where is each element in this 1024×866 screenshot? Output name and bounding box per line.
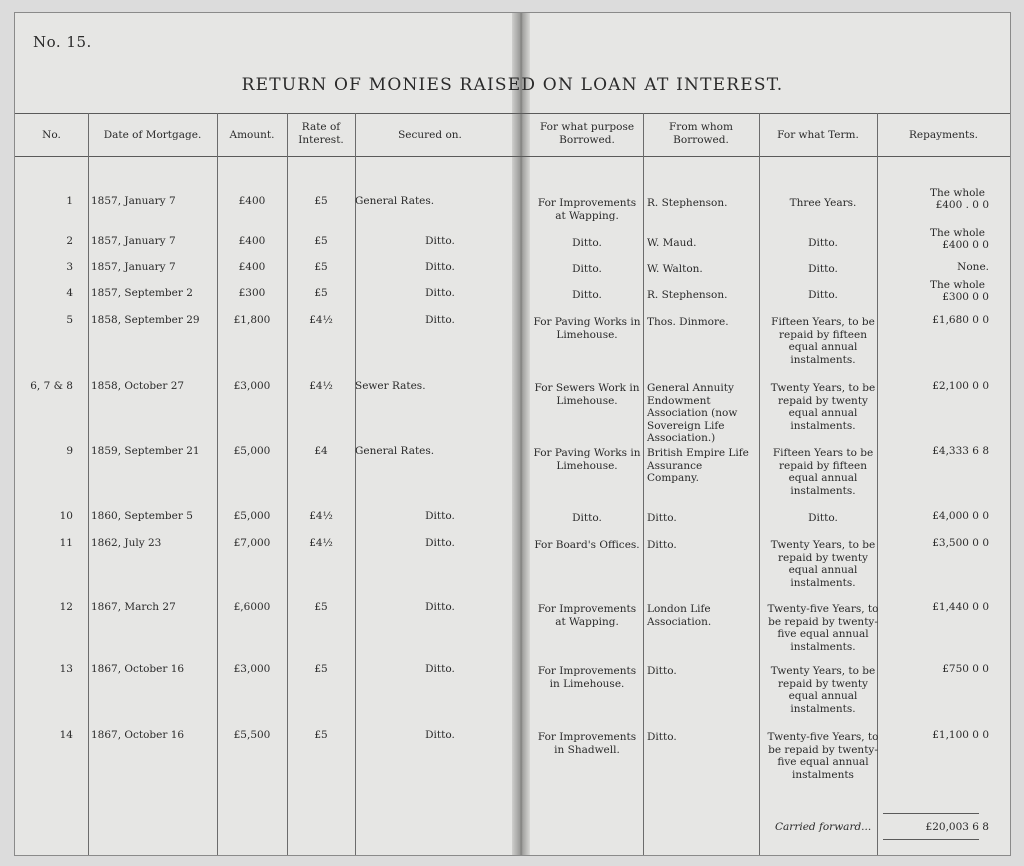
cell-term: Ditto. bbox=[808, 512, 838, 524]
column-divider bbox=[88, 113, 89, 855]
cell-amount: £7,000 bbox=[233, 537, 271, 549]
cell-from: W. Maud. bbox=[647, 237, 697, 249]
cell-no: 4 bbox=[66, 287, 73, 299]
cell-purpose: For Board's Offices. bbox=[534, 539, 640, 551]
cell-repay1: The whole bbox=[930, 227, 985, 239]
header-amount: Amount. bbox=[229, 129, 275, 141]
cell-no: 11 bbox=[59, 537, 73, 549]
cell-rate: £4½ bbox=[309, 380, 333, 392]
cell-secured: Ditto. bbox=[425, 261, 455, 273]
cell-amount: £5,000 bbox=[233, 510, 271, 522]
cell-purpose: For Improvements at Wapping. bbox=[537, 603, 637, 628]
cell-purpose: For Paving Works in Limehouse. bbox=[533, 316, 641, 341]
cell-rate: £4½ bbox=[309, 314, 333, 326]
header-from: From whom Borrowed. bbox=[669, 121, 733, 146]
cell-date: 1857, January 7 bbox=[91, 261, 176, 273]
cell-date: 1867, October 16 bbox=[91, 729, 185, 741]
cell-term: Ditto. bbox=[808, 263, 838, 275]
cell-from: Ditto. bbox=[647, 665, 677, 677]
cell-rate: £5 bbox=[314, 601, 328, 613]
cell-from: Thos. Dinmore. bbox=[647, 316, 729, 328]
cell-term: Twenty-five Years, to be repaid by twenty-five equal annual instalments bbox=[767, 731, 879, 781]
total-rule-bottom bbox=[883, 839, 979, 840]
cell-rate: £5 bbox=[314, 235, 328, 247]
cell-from: General Annuity Endowment Association (now Sovereign Life Association.) bbox=[647, 382, 738, 444]
document-page bbox=[14, 12, 1011, 856]
column-divider bbox=[759, 113, 760, 855]
cell-secured: Ditto. bbox=[425, 663, 455, 675]
cell-purpose: Ditto. bbox=[572, 289, 602, 301]
cell-date: 1867, March 27 bbox=[91, 601, 176, 613]
cell-from: British Empire Life Assurance Company. bbox=[647, 447, 749, 484]
cell-repay2: £2,100 0 0 bbox=[932, 380, 989, 392]
cell-purpose: For Sewers Work in Limehouse. bbox=[534, 382, 640, 407]
header-term: For what Term. bbox=[777, 129, 859, 141]
cell-no: 13 bbox=[59, 663, 73, 675]
header-date: Date of Mortgage. bbox=[103, 129, 202, 141]
page-title: RETURN OF MONIES RAISED ON LOAN AT INTEREST. bbox=[241, 75, 784, 95]
cell-from: Ditto. bbox=[647, 731, 677, 743]
cell-repay2: £1,100 0 0 bbox=[932, 729, 989, 741]
cell-rate: £4½ bbox=[309, 510, 333, 522]
cell-from: W. Walton. bbox=[647, 263, 703, 275]
cell-secured: Ditto. bbox=[425, 287, 455, 299]
cell-term: Three Years. bbox=[789, 197, 857, 209]
cell-from: Ditto. bbox=[647, 512, 677, 524]
cell-amount: £,6000 bbox=[233, 601, 271, 613]
document-number: No. 15. bbox=[33, 33, 92, 51]
cell-no: 2 bbox=[66, 235, 73, 247]
cell-date: 1857, January 7 bbox=[91, 235, 176, 247]
cell-repay2: £4,333 6 8 bbox=[932, 445, 989, 457]
cell-secured: General Rates. bbox=[355, 195, 435, 207]
carried-forward-label: Carried forward... bbox=[775, 821, 872, 833]
cell-secured: General Rates. bbox=[355, 445, 435, 457]
cell-amount: £3,000 bbox=[233, 663, 271, 675]
cell-repay2: £400 . 0 0 bbox=[935, 199, 989, 211]
cell-secured: Sewer Rates. bbox=[355, 380, 426, 392]
cell-date: 1857, September 2 bbox=[91, 287, 193, 299]
header-rule bbox=[15, 156, 1010, 157]
cell-rate: £5 bbox=[314, 261, 328, 273]
cell-purpose: For Improvements at Wapping. bbox=[537, 197, 637, 222]
cell-no: 1 bbox=[66, 195, 73, 207]
cell-secured: Ditto. bbox=[425, 314, 455, 326]
cell-repay2: £1,440 0 0 bbox=[932, 601, 989, 613]
cell-rate: £5 bbox=[314, 729, 328, 741]
cell-repay2: £750 0 0 bbox=[942, 663, 989, 675]
cell-amount: £1,800 bbox=[233, 314, 271, 326]
cell-purpose: Ditto. bbox=[572, 237, 602, 249]
cell-no: 10 bbox=[59, 510, 73, 522]
cell-rate: £5 bbox=[314, 663, 328, 675]
cell-purpose: For Paving Works in Limehouse. bbox=[533, 447, 641, 472]
cell-date: 1859, September 21 bbox=[91, 445, 200, 457]
header-rate: Rate of Interest. bbox=[298, 121, 344, 146]
cell-repay2: £400 0 0 bbox=[942, 239, 989, 251]
cell-amount: £5,500 bbox=[233, 729, 271, 741]
header-secured: Secured on. bbox=[398, 129, 462, 141]
cell-repay2: £4,000 0 0 bbox=[932, 510, 989, 522]
top-rule bbox=[15, 113, 1010, 114]
cell-term: Twenty Years, to be repaid by twenty equal annual instalments. bbox=[770, 665, 876, 715]
cell-term: Twenty Years, to be repaid by twenty equal annual instalments. bbox=[770, 539, 876, 589]
column-divider bbox=[355, 113, 356, 855]
cell-rate: £5 bbox=[314, 195, 328, 207]
cell-purpose: For Improvements in Shadwell. bbox=[537, 731, 637, 756]
cell-from: R. Stephenson. bbox=[647, 197, 728, 209]
cell-rate: £5 bbox=[314, 287, 328, 299]
cell-from: Ditto. bbox=[647, 539, 677, 551]
cell-term: Ditto. bbox=[808, 289, 838, 301]
cell-no: 3 bbox=[66, 261, 73, 273]
cell-amount: £300 bbox=[238, 287, 266, 299]
cell-amount: £400 bbox=[238, 261, 266, 273]
cell-secured: Ditto. bbox=[425, 235, 455, 247]
cell-repay2: None. bbox=[957, 261, 989, 273]
cell-secured: Ditto. bbox=[425, 537, 455, 549]
column-divider bbox=[287, 113, 288, 855]
cell-secured: Ditto. bbox=[425, 510, 455, 522]
cell-repay2: £3,500 0 0 bbox=[932, 537, 989, 549]
cell-from: R. Stephenson. bbox=[647, 289, 728, 301]
cell-term: Twenty-five Years, to be repaid by twenty-five equal annual instalments. bbox=[767, 603, 879, 653]
cell-date: 1862, July 23 bbox=[91, 537, 162, 549]
cell-term: Fifteen Years, to be repaid by fifteen equal annual instalments. bbox=[771, 316, 875, 366]
cell-from: London Life Association. bbox=[647, 603, 712, 628]
cell-repay1: The whole bbox=[930, 187, 985, 199]
cell-term: Fifteen Years to be repaid by fifteen equal annual instalments. bbox=[772, 447, 874, 497]
cell-term: Ditto. bbox=[808, 237, 838, 249]
cell-amount: £3,000 bbox=[233, 380, 271, 392]
cell-amount: £400 bbox=[238, 235, 266, 247]
cell-date: 1867, October 16 bbox=[91, 663, 185, 675]
cell-purpose: For Improvements in Limehouse. bbox=[537, 665, 637, 690]
cell-amount: £400 bbox=[238, 195, 266, 207]
column-divider bbox=[217, 113, 218, 855]
cell-no: 12 bbox=[59, 601, 73, 613]
cell-date: 1858, October 27 bbox=[91, 380, 185, 392]
cell-purpose: Ditto. bbox=[572, 512, 602, 524]
cell-no: 6, 7 & 8 bbox=[30, 380, 73, 392]
cell-rate: £4½ bbox=[309, 537, 333, 549]
cell-rate: £4 bbox=[314, 445, 328, 457]
cell-purpose: Ditto. bbox=[572, 263, 602, 275]
carried-forward-total: £20,003 6 8 bbox=[925, 821, 989, 833]
book-gutter bbox=[512, 13, 530, 855]
cell-repay1: The whole bbox=[930, 279, 985, 291]
cell-repay2: £300 0 0 bbox=[942, 291, 989, 303]
cell-no: 5 bbox=[66, 314, 73, 326]
total-rule-top bbox=[883, 813, 979, 814]
cell-term: Twenty Years, to be repaid by twenty equal annual instalments. bbox=[770, 382, 876, 432]
cell-secured: Ditto. bbox=[425, 729, 455, 741]
header-repayments: Repayments. bbox=[909, 129, 978, 141]
column-divider bbox=[643, 113, 644, 855]
cell-no: 9 bbox=[66, 445, 73, 457]
header-purpose: For what purpose Borrowed. bbox=[539, 121, 635, 146]
cell-date: 1860, September 5 bbox=[91, 510, 193, 522]
header-no: No. bbox=[42, 129, 61, 141]
cell-date: 1857, January 7 bbox=[91, 195, 176, 207]
cell-secured: Ditto. bbox=[425, 601, 455, 613]
cell-amount: £5,000 bbox=[233, 445, 271, 457]
cell-repay2: £1,680 0 0 bbox=[932, 314, 989, 326]
cell-date: 1858, September 29 bbox=[91, 314, 200, 326]
cell-no: 14 bbox=[59, 729, 73, 741]
